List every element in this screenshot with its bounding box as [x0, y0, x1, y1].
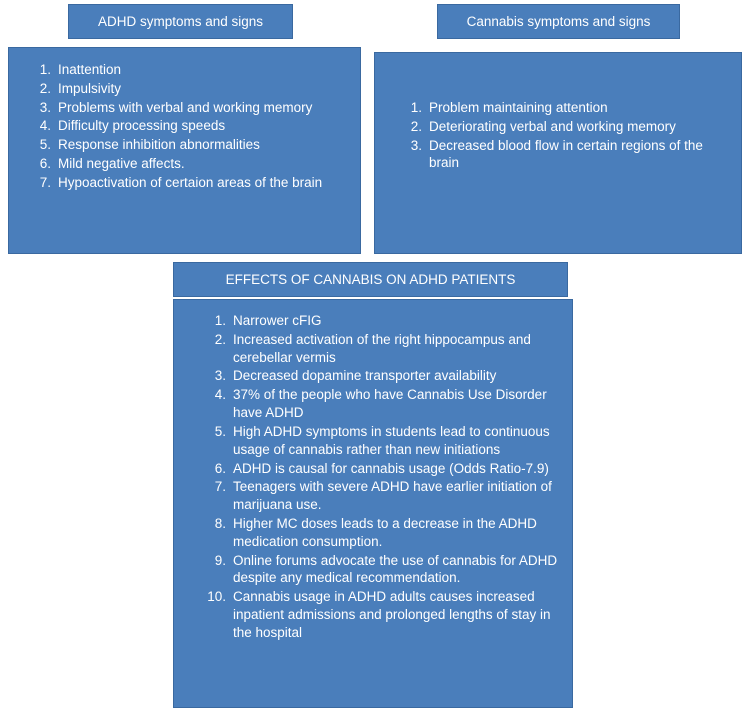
list-item	[405, 137, 729, 173]
list-item-text: ADHD is causal for cannabis usage (Odds Ratio-7.9)	[233, 460, 549, 476]
list-item-text: Problems with verbal and working memory	[58, 99, 313, 115]
cannabis-header-box	[437, 4, 680, 39]
list-item-number: 5.	[214, 423, 226, 439]
list-item	[34, 99, 350, 117]
list-item-number: 4.	[214, 387, 226, 403]
list-item	[202, 478, 558, 514]
effects-list	[202, 312, 558, 642]
cannabis-body-box	[374, 52, 742, 254]
list-item-text: Narrower cFIG	[233, 313, 322, 328]
list-item	[202, 386, 558, 422]
list-item	[34, 155, 350, 173]
list-item-text: Hypoactivation of certaion areas of the brain	[58, 174, 323, 190]
list-item	[34, 80, 350, 98]
effects-header-label: EFFECTS OF CANNABIS ON ADHD PATIENTS	[225, 272, 516, 287]
list-item-text: Mild negative affects.	[58, 156, 185, 172]
list-item-text: Teenagers with severe ADHD have earlier initiation of marijuana use.	[233, 479, 552, 513]
list-item	[34, 61, 350, 79]
list-item	[202, 588, 558, 641]
list-item	[202, 423, 558, 459]
list-item-number: 1.	[39, 62, 51, 77]
list-item-text: Inattention	[58, 62, 122, 77]
list-item	[34, 174, 350, 192]
list-item	[202, 367, 558, 385]
list-item-number: 7.	[39, 174, 51, 190]
list-item	[405, 118, 729, 136]
list-item-text: Higher MC doses leads to a decrease in the ADHD medication consumption.	[233, 515, 537, 549]
list-item-number: 7.	[214, 479, 226, 495]
list-item-number: 3.	[214, 368, 226, 384]
list-item-number: 8.	[214, 515, 226, 531]
list-item	[405, 99, 729, 117]
adhd-list	[34, 61, 350, 192]
list-item-text: Decreased dopamine transporter availability	[233, 368, 497, 384]
list-item-text: Impulsivity	[58, 80, 122, 96]
list-item-number: 5.	[39, 137, 51, 153]
list-item-number: 9.	[214, 552, 226, 568]
effects-body-box	[173, 299, 573, 708]
list-item-number: 3.	[410, 137, 422, 153]
list-item	[34, 136, 350, 154]
list-item-number: 2.	[39, 80, 51, 96]
list-item-text: Difficulty processing speeds	[58, 118, 226, 134]
list-item-number: 6.	[214, 460, 226, 476]
cannabis-header-label: Cannabis symptoms and signs	[466, 14, 651, 29]
list-item	[202, 552, 558, 588]
list-item-text: Response inhibition abnormalities	[58, 137, 260, 153]
list-item-text: Decreased blood flow in certain regions of the brain	[429, 137, 703, 171]
list-item	[202, 460, 558, 478]
adhd-header-box	[68, 4, 293, 39]
list-item	[34, 117, 350, 135]
list-item-number: 2.	[410, 118, 422, 134]
list-item-text: 37% of the people who have Cannabis Use Disorder have ADHD	[233, 387, 547, 421]
list-item	[202, 331, 558, 367]
list-item-number: 6.	[39, 156, 51, 172]
adhd-header-label: ADHD symptoms and signs	[97, 14, 264, 29]
list-item-number: 4.	[39, 118, 51, 134]
list-item-number: 2.	[214, 331, 226, 347]
list-item-text: Cannabis usage in ADHD adults causes increased inpatient admissions and prolonged lengths of stay in the hospital	[233, 589, 551, 640]
adhd-body-box	[8, 47, 361, 254]
list-item-number: 1.	[214, 313, 226, 328]
cannabis-list	[405, 99, 729, 172]
effects-header-box	[173, 262, 568, 297]
list-item	[202, 312, 558, 330]
list-item-number: 1.	[410, 100, 422, 115]
list-item-text: Increased activation of the right hippocampus and cerebellar vermis	[233, 331, 531, 365]
list-item-number: 3.	[39, 99, 51, 115]
list-item-text: Online forums advocate the use of cannabis for ADHD despite any medical recommendation.	[233, 552, 558, 586]
list-item-number: 10.	[207, 589, 226, 605]
list-item-text: Problem maintaining attention	[429, 100, 608, 115]
list-item	[202, 515, 558, 551]
list-item-text: Deteriorating verbal and working memory	[429, 118, 676, 134]
list-item-text: High ADHD symptoms in students lead to continuous usage of cannabis rather than new initiations	[233, 423, 550, 457]
